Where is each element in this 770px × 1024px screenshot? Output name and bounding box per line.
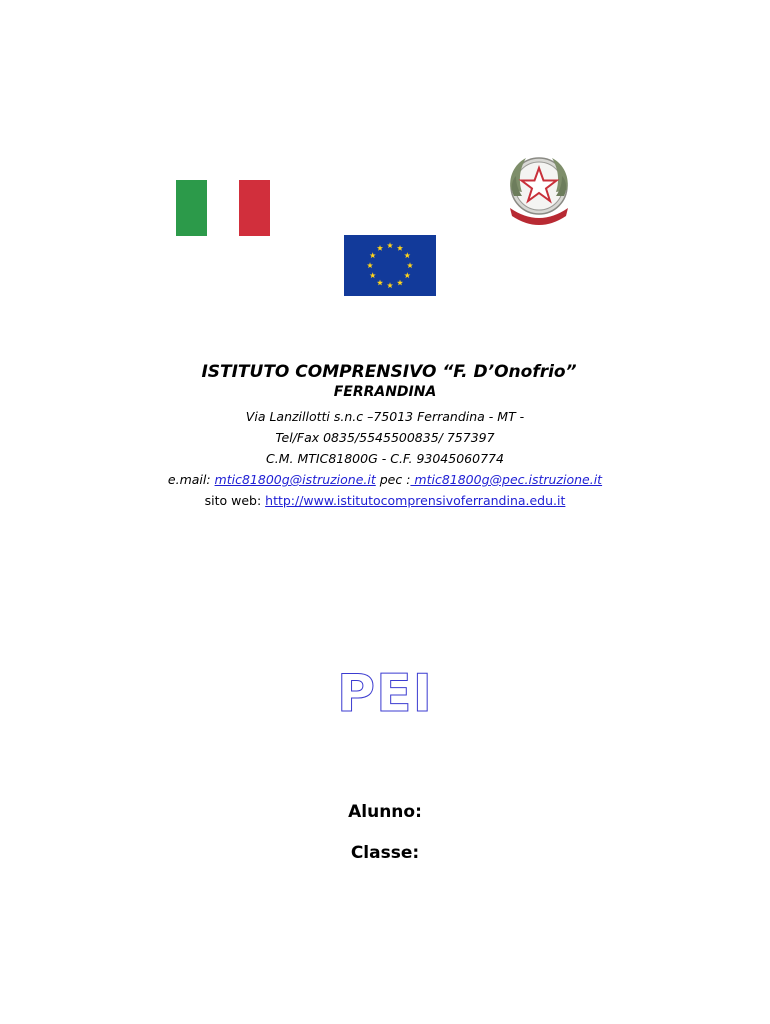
eu-flag — [344, 235, 436, 296]
flag-red-band — [239, 180, 270, 236]
document-title: PEI — [337, 664, 433, 724]
pec-label: pec : — [375, 472, 411, 487]
italian-republic-emblem — [500, 150, 578, 230]
web-label: sito web: — [204, 493, 266, 508]
school-address: Via Lanzillotti s.n.c –75013 Ferrandina - MT - — [245, 409, 525, 424]
school-title: ISTITUTO COMPRENSIVO “F. D’Onofrio” — [201, 362, 577, 382]
email-label: e.mail: — [167, 472, 215, 487]
italy-flag — [176, 180, 270, 236]
class-label: Classe: — [350, 843, 420, 863]
school-header — [0, 360, 770, 511]
email-link[interactable]: mtic81800g@istruzione.it — [214, 472, 376, 487]
school-web-line — [0, 490, 770, 511]
pec-link[interactable]: mtic81800g@pec.istruzione.it — [410, 472, 603, 487]
school-codes: C.M. MTIC81800G - C.F. 93045060774 — [266, 451, 504, 466]
school-phone: Tel/Fax 0835/5545500835/ 757397 — [275, 430, 495, 445]
school-email-line — [0, 469, 770, 490]
student-label: Alunno: — [348, 802, 422, 822]
flag-white-band — [207, 180, 238, 236]
school-town: FERRANDINA — [333, 384, 437, 400]
flag-green-band — [176, 180, 207, 236]
website-link[interactable]: http://www.istitutocomprensivoferrandina.edu.it — [265, 493, 566, 508]
